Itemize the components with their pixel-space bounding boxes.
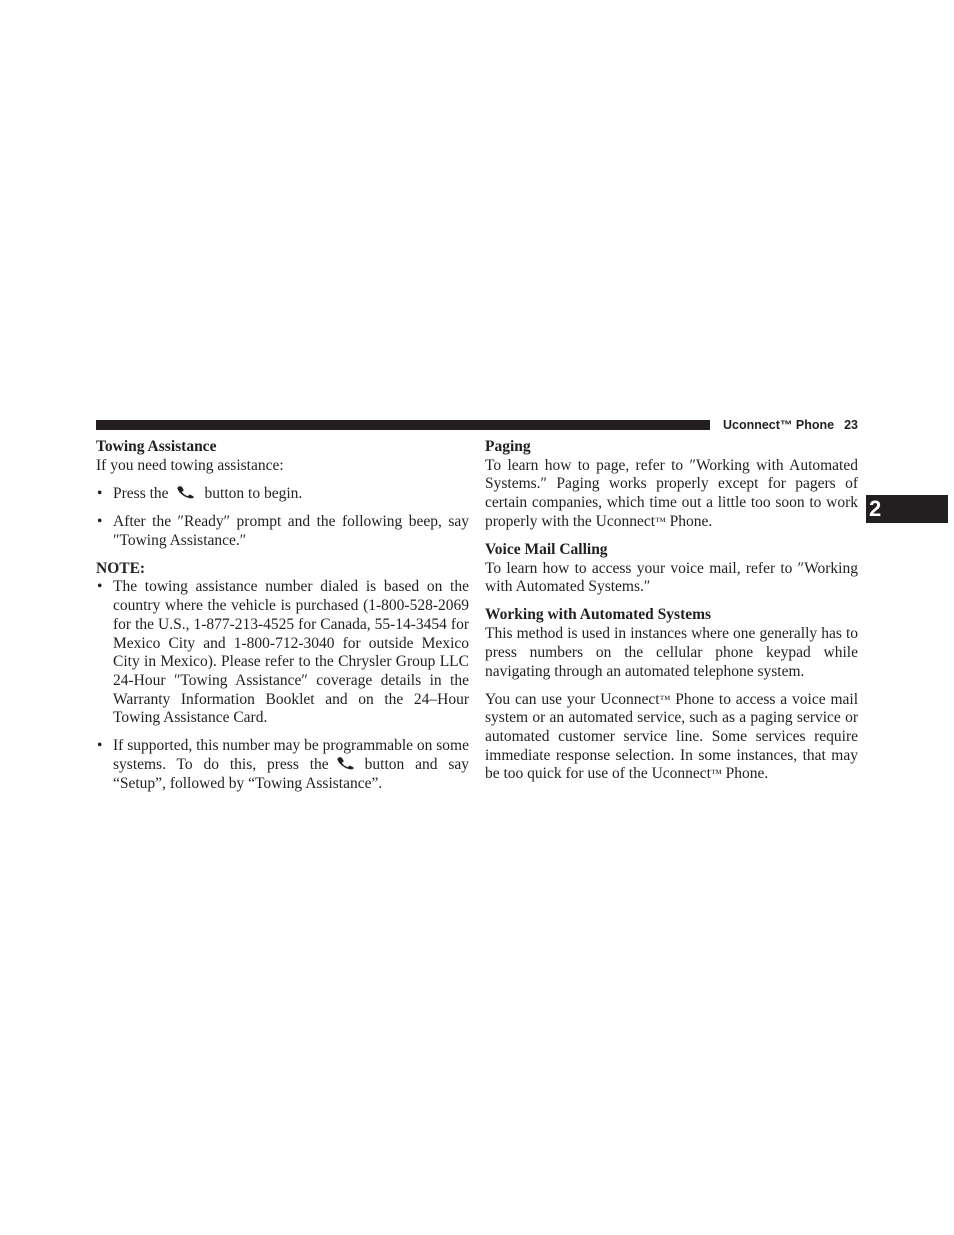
note-text-end: button and say “Setup”, followed by “Towing Assistance”. xyxy=(113,756,469,792)
paging-heading: Paging xyxy=(485,438,531,455)
list-item xyxy=(96,513,469,550)
automated-body-2: You can use your Uconnect™ Phone to access a voice mail system or an automated service, such as a paging service or automated customer service line. Some services require immediate response selection. In some instances, that may be too quick for use of the Uconnect™ Phone. xyxy=(485,690,858,783)
towing-intro: If you need towing assistance: xyxy=(96,456,284,474)
towing-heading: Towing Assistance xyxy=(96,438,217,455)
note-text: The towing assistance number dialed is based on the country where the vehicle is purchased (1-800-528-2069 for the U.S., 1-877-213-4525 for Canada, 55-14-3454 for Mexico City and 1-800-712-3040 for outside Mexico City in Mexico). Please refer to the Chrysler Group LLC 24-Hour ″Towing Assistance″ coverage details in the Warranty Information Booklet and on the 24–Hour Towing Assistance Card. xyxy=(113,578,469,727)
right-column xyxy=(485,438,858,784)
list-item xyxy=(96,485,469,504)
paging-body: To learn how to page, refer to ″Working with Automated Systems.″ Paging works properly except for pagers of certain companies, which time out a little too soon to work properly with the Uconnect™ Phone. xyxy=(485,456,858,530)
bullet-text-end: button to begin. xyxy=(204,484,303,502)
page-number: 23 xyxy=(844,418,858,432)
chapter-tab xyxy=(866,495,948,523)
header-rule xyxy=(96,420,710,430)
section-title: Uconnect™ Phone xyxy=(722,418,835,432)
left-column xyxy=(96,438,469,794)
phone-handset-icon xyxy=(336,756,358,770)
bullet-icon: • xyxy=(97,484,103,502)
bullet-text-start: Press the xyxy=(113,484,169,502)
list-item xyxy=(96,737,469,793)
voicemail-heading: Voice Mail Calling xyxy=(485,540,608,558)
automated-heading: Working with Automated Systems xyxy=(485,606,712,624)
list-item xyxy=(96,578,469,728)
voicemail-body: To learn how to access your voice mail, refer to ″Working with Automated Systems.″ xyxy=(485,559,858,596)
bullet-text: After the ″Ready″ prompt and the following beep, say ″Towing Assistance.″ xyxy=(113,512,469,549)
bullet-icon: • xyxy=(97,578,103,596)
note-text-start: If supported, this number may be programmable on some systems. To do this, press the xyxy=(113,737,469,774)
phone-handset-icon xyxy=(176,485,198,499)
running-header xyxy=(720,418,858,432)
automated-body: This method is used in instances where one generally has to press numbers on the cellular phone keypad while navigating through an automated telephone system. xyxy=(485,625,858,680)
bullet-icon: • xyxy=(97,512,103,530)
note-heading: NOTE: xyxy=(96,559,146,577)
bullet-icon: • xyxy=(97,737,103,755)
chapter-number: 2 xyxy=(869,496,882,521)
